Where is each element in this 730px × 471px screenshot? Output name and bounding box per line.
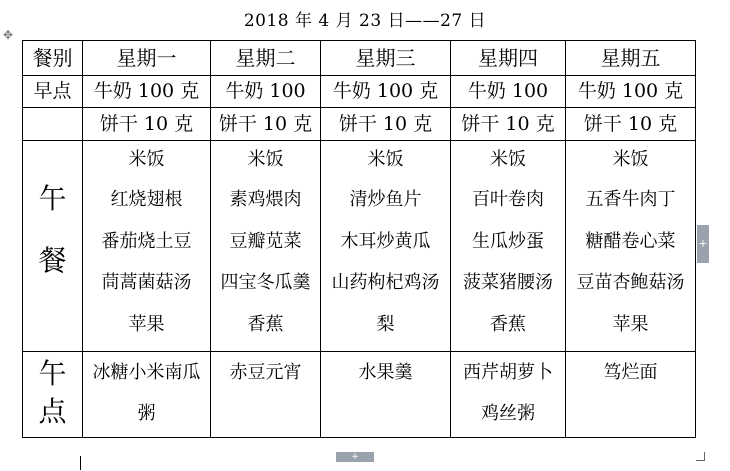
dish: 苹果: [612, 313, 649, 335]
add-column-icon[interactable]: +: [697, 225, 709, 263]
snack-label-char: 点: [38, 395, 67, 428]
day-header: 星期一: [83, 41, 211, 76]
dish: 苹果: [128, 313, 165, 335]
snack-cell: [83, 352, 211, 438]
breakfast-row: [23, 76, 696, 108]
dish: 菠菜猪腰汤: [463, 272, 553, 293]
snack-text: 水果羹: [358, 362, 413, 383]
snack-cell: [211, 352, 321, 438]
dish: 香蕉: [490, 313, 526, 335]
lunch-cell: [83, 141, 211, 352]
empty-label-cell: [23, 108, 83, 141]
dish: 木耳炒黄瓜: [340, 230, 431, 252]
breakfast-cell: 饼干 10 克: [451, 108, 566, 141]
dish: 米饭: [367, 149, 404, 170]
breakfast-row: [23, 108, 696, 141]
header-row: [23, 41, 696, 76]
snack-cell: [321, 352, 451, 438]
lunch-cell: [321, 141, 451, 352]
breakfast-cell: 饼干 10 克: [83, 108, 211, 141]
dish: 茼蒿菌菇汤: [101, 272, 192, 293]
breakfast-cell: 牛奶 100: [451, 76, 566, 108]
lunch-cell: [566, 141, 696, 352]
snack-cell: [451, 352, 566, 438]
dish: 豆瓣苋菜: [229, 230, 302, 252]
dish: 红烧翅根: [110, 189, 183, 210]
snack-label: [23, 352, 83, 438]
dish: 米饭: [128, 149, 165, 170]
menu-table: [22, 40, 696, 438]
dish: 梨: [376, 313, 395, 335]
breakfast-cell: 牛奶 100: [211, 76, 321, 108]
dish: 米饭: [247, 149, 284, 170]
dish: 山药枸杞鸡汤: [331, 272, 440, 293]
breakfast-cell: 饼干 10 克: [211, 108, 321, 141]
dish: 百叶卷肉: [472, 189, 544, 210]
dish: 豆苗杏鲍菇汤: [576, 272, 685, 293]
snack-text: 西芹胡萝卜鸡丝粥: [463, 362, 553, 424]
snack-text: 赤豆元宵: [229, 362, 302, 383]
corner-cell: 餐别: [23, 41, 83, 76]
resize-handle-icon[interactable]: [696, 452, 705, 461]
snack-row: [23, 352, 696, 438]
breakfast-cell: 饼干 10 克: [321, 108, 451, 141]
breakfast-cell: 牛奶 100 克: [566, 76, 696, 108]
lunch-label: [23, 141, 83, 352]
dish: 生瓜炒蛋: [472, 230, 544, 252]
dish: 米饭: [612, 149, 649, 170]
move-handle-icon[interactable]: ✥: [3, 28, 14, 42]
text-cursor: [80, 456, 81, 470]
breakfast-cell: 饼干 10 克: [566, 108, 696, 141]
dish: 香蕉: [247, 313, 284, 335]
dish: 四宝冬瓜羹: [220, 272, 311, 293]
snack-text: 笃烂面: [603, 362, 658, 383]
snack-cell: [566, 352, 696, 438]
dish: 糖醋卷心菜: [585, 230, 676, 252]
breakfast-label: 早点: [23, 76, 83, 108]
dish: 番茄烧土豆: [101, 230, 192, 252]
day-header: 星期三: [321, 41, 451, 76]
day-header: 星期四: [451, 41, 566, 76]
dish: 五香牛肉丁: [585, 189, 676, 210]
lunch-row: [23, 141, 696, 352]
dish: 米饭: [490, 149, 526, 170]
lunch-label-char: 午: [38, 182, 67, 215]
dish: 清炒鱼片: [349, 189, 422, 210]
snack-label-char: 午: [38, 357, 67, 390]
lunch-cell: [451, 141, 566, 352]
day-header: 星期二: [211, 41, 321, 76]
snack-text: 冰糖小米南瓜粥: [92, 362, 201, 424]
day-header: 星期五: [566, 41, 696, 76]
dish: 素鸡煨肉: [229, 189, 302, 210]
page-title: 2018 年 4 月 23 日——27 日: [243, 11, 487, 31]
breakfast-cell: 牛奶 100 克: [83, 76, 211, 108]
lunch-label-char: 餐: [38, 244, 67, 277]
add-row-icon[interactable]: +: [336, 452, 374, 462]
breakfast-cell: 牛奶 100 克: [321, 76, 451, 108]
lunch-cell: [211, 141, 321, 352]
